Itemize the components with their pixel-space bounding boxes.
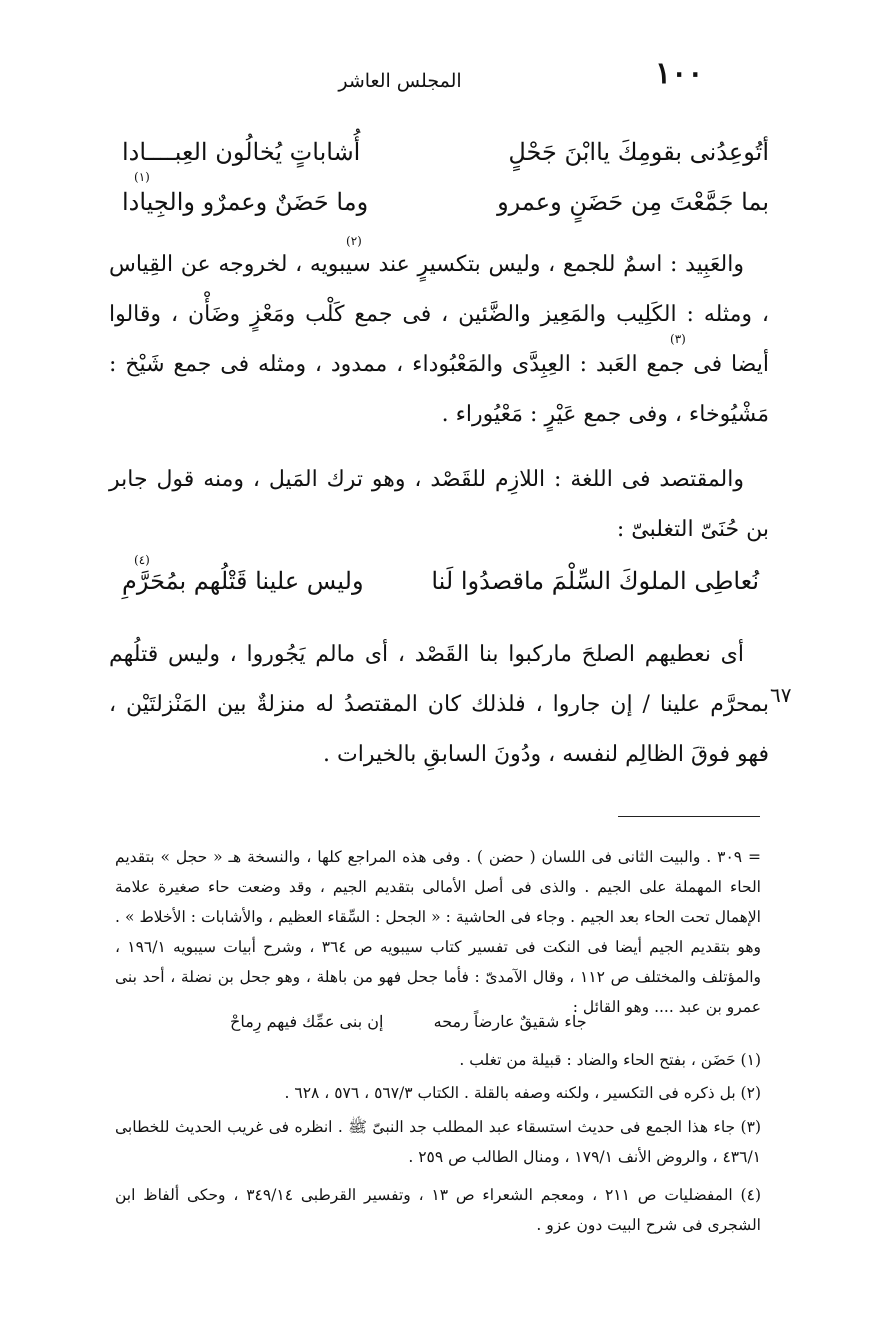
verse-3-first-hemistich: نُعاطِى الملوكَ السِّلْمَ ماقصدُوا لَنا (431, 567, 759, 595)
margin-page-reference: ٦٧ (770, 683, 792, 707)
paragraph-explanation: أى نعطيهم الصلحَ ماركبوا بنا القَصْد ، أى مالم يَجُوروا ، وليس قتلُهم بمحرَّم علينا / إن جاروا ، فلذلك كان المقتصدُ له منزلةٌ بين المَنْزلتَيْن ، فهو فوقَ الظالِم لنفسه ، ودُونَ السابقِ بالخيرات . (109, 642, 769, 767)
running-title: المجلس العاشر (338, 70, 462, 92)
footnote-verse-second: إن بنى عمِّك فيهم رِماحْ (230, 1012, 384, 1031)
verse-2-first-hemistich: بما جَمَّعْتَ مِن حَضَنٍ وعمرو (497, 188, 769, 216)
footnote-marker-3: (٣) (670, 332, 686, 346)
footnote-verse-first: جاء شقيقٌ عارضاً رمحه (433, 1012, 587, 1031)
footnote-verse (230, 1012, 587, 1031)
footnote-2: (٢) بل ذكره فى التكسير ، ولكنه وصفه بالقلة . الكتاب ٥٦٧/٣ ، ٥٧٦ ، ٦٢٨ . (284, 1084, 761, 1102)
page-number: ١٠٠ (655, 56, 704, 91)
footnote-separator (618, 816, 760, 817)
footnote-marker-1: (١) (134, 170, 150, 184)
footnote-3: (٣) جاء هذا الجمع فى حديث استسقاء عبد المطلب جد النبىّ ﷺ . انظره فى غريب الحديث للخطابى ٤٣٦/١ ، والروض الأنف ١٧٩/١ ، ومنال الطالب ص ٢٥٩ . (115, 1118, 761, 1166)
verse-1-first-hemistich: أتُوعِدُنى بقومِكَ ياابْنَ جَحْلٍ (508, 138, 769, 166)
paragraph-abid: والعَبِيد : اسمٌ للجمع ، وليس بتكسيرٍ عند سيبويه ، لخروجه عن القِياس ، ومثله : الكَلِيب والمَعِيز والضَّئين ، فى جمع كَلْب ومَعْزٍ وضَأْن ، وقالوا أيضا فى جمع العَبد : العِبِدَّى والمَعْبُوداء ، ممدود ، ومثله فى جمع شَيْخ : مَشْيُوخاء ، وفى جمع عَيْرٍ : مَعْيُوراء . (109, 252, 769, 427)
footnote-1: (١) حَضَن ، بفتح الحاء والضاد : قبيلة من تغلب . (459, 1051, 761, 1069)
footnote-marker-4: (٤) (134, 553, 150, 567)
footnote-marker-2: (٢) (346, 234, 362, 248)
footnote-continuation: = ٣٠٩ . والبيت الثانى فى اللسان ( حضن ) . وفى هذه المراجع كلها ، والنسخة هـ « حجل » بتقديم الحاء المهملة على الجيم . والذى فى أصل الأمالى بتقديم الجيم ، وقد وضعت حاء صغيرة علامة الإهمال تحت الحاء بعد الجيم . وجاء فى الحاشية : « الجحل : السِّقاء العظيم ، والأشابات : الأخلاط » . وهو بتقديم الجيم أيضا فى النكت فى تفسير كتاب سيبويه ص ٣٦٤ ، وشرح أبيات سيبويه ١٩٦/١ ، والمؤتلف والمختلف ص ١١٢ ، وقال الآمدىّ : فأما جحل فهو من باهلة ، وهو جحل بن نضلة ، أحد بنى عمرو بن عبد .... وهو القائل : (115, 848, 761, 1016)
verse-2-second-hemistich: وما حَضَنٌ وعمرٌو والجِيادا (122, 188, 369, 216)
footnote-4: (٤) المفضليات ص ٢١١ ، ومعجم الشعراء ص ١٣ ، وتفسير القرطبى ٣٤٩/١٤ ، وحكى ألفاظ ابن الشجرى فى شرح البيت دون عزو . (115, 1186, 761, 1234)
verse-3-second-hemistich: وليس علينا قَتْلُهم بمُحَرَّمِ (122, 567, 364, 595)
paragraph-muqtasid: والمقتصد فى اللغة : اللازِم للقَصْد ، وهو ترك المَيل ، ومنه قول جابر بن حُنَىّ التغلبىّ : (109, 467, 769, 542)
verse-1-second-hemistich: أُشاباتٍ يُخالُون العِبــــادا (122, 138, 361, 166)
